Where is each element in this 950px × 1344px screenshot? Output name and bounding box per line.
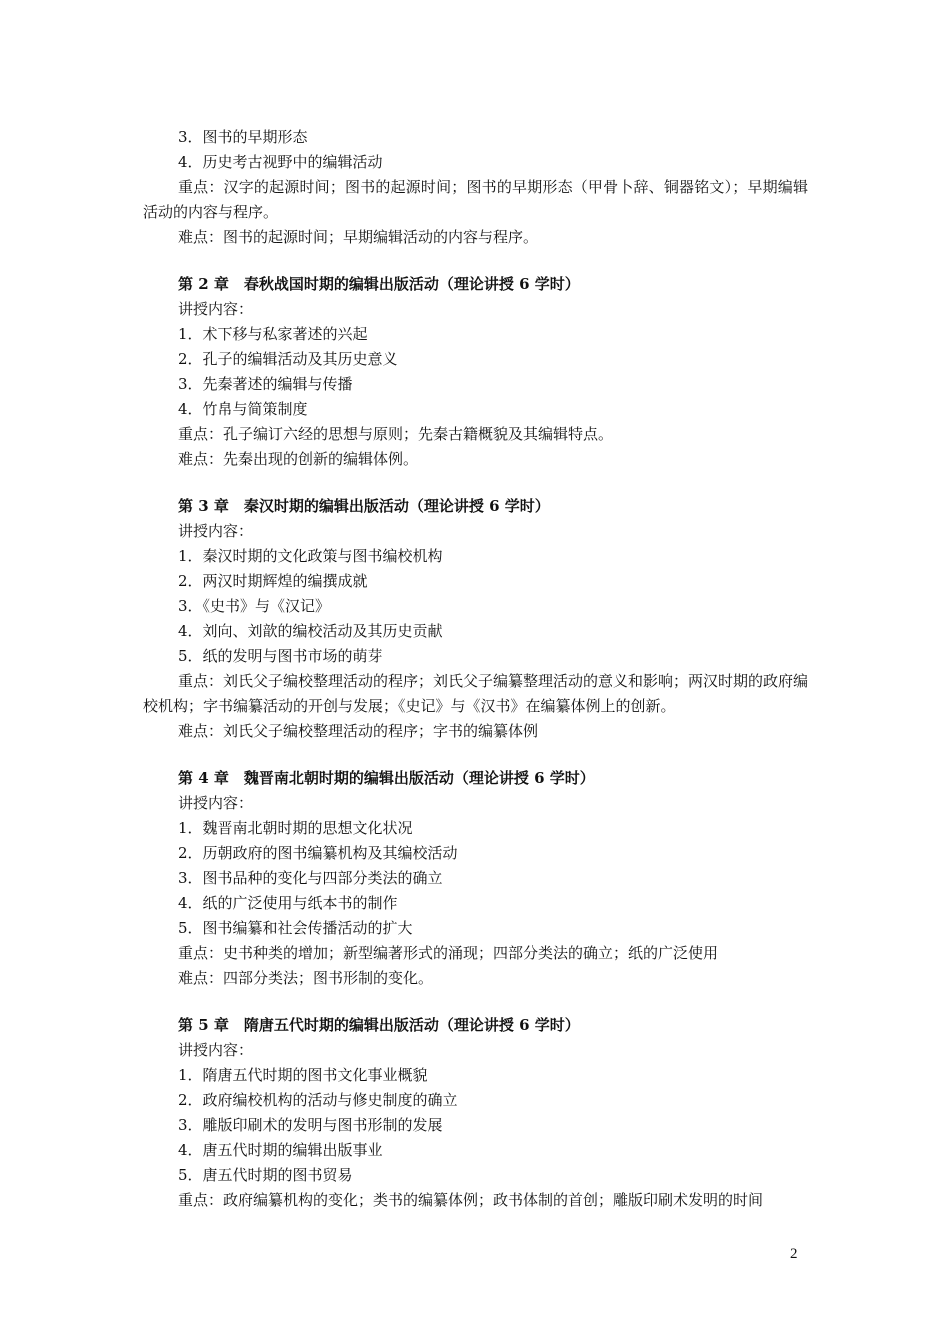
- chapter-2-section: [143, 272, 808, 472]
- list-item: 3．《史书》与《汉记》: [178, 597, 331, 615]
- difficult-points: 难点：图书的起源时间；早期编辑活动的内容与程序。: [178, 228, 539, 246]
- list-item: 2．两汉时期辉煌的编撰成就: [178, 572, 368, 590]
- list-item: 4．竹帛与简策制度: [178, 400, 308, 418]
- content-label: 讲授内容：: [178, 300, 254, 318]
- list-item: 5．唐五代时期的图书贸易: [178, 1166, 353, 1184]
- list-item: 4．唐五代时期的编辑出版事业: [178, 1141, 383, 1159]
- list-item: 3．先秦著述的编辑与传播: [178, 375, 353, 393]
- list-item: 3．雕版印刷术的发明与图书形制的发展: [178, 1116, 443, 1134]
- key-points: 重点：孔子编订六经的思想与原则；先秦古籍概貌及其编辑特点。: [178, 425, 614, 443]
- difficult-points: 难点：四部分类法；图书形制的变化。: [178, 969, 434, 987]
- chapter-heading: 第 3 章 秦汉时期的编辑出版活动（理论讲授 6 学时）: [178, 497, 550, 515]
- chapter-heading: 第 5 章 隋唐五代时期的编辑出版活动（理论讲授 6 学时）: [178, 1016, 580, 1034]
- key-points: 重点：政府编纂机构的变化；类书的编纂体例；政书体制的首创；雕版印刷术发明的时间: [178, 1191, 764, 1209]
- chapter-4-section: [143, 766, 808, 991]
- list-item: 4．纸的广泛使用与纸本书的制作: [178, 894, 398, 912]
- list-item: 5．纸的发明与图书市场的萌芽: [178, 647, 383, 665]
- list-item: 1．隋唐五代时期的图书文化事业概貌: [178, 1066, 428, 1084]
- content-label: 讲授内容：: [178, 1041, 254, 1059]
- difficult-points: 难点：刘氏父子编校整理活动的程序；字书的编纂体例: [178, 722, 539, 740]
- list-item: 2．历朝政府的图书编纂机构及其编校活动: [178, 844, 458, 862]
- page-number: 2: [790, 1246, 798, 1262]
- chapter-1-continuation: [143, 125, 808, 250]
- chapter-heading: 第 4 章 魏晋南北朝时期的编辑出版活动（理论讲授 6 学时）: [178, 769, 595, 787]
- list-item: 2．孔子的编辑活动及其历史意义: [178, 350, 398, 368]
- chapter-heading: 第 2 章 春秋战国时期的编辑出版活动（理论讲授 6 学时）: [178, 275, 580, 293]
- list-item: 5．图书编纂和社会传播活动的扩大: [178, 919, 413, 937]
- list-item: 3．图书品种的变化与四部分类法的确立: [178, 869, 443, 887]
- key-points: 重点：汉字的起源时间；图书的起源时间；图书的早期形态（甲骨卜辞、铜器铭文）；早期编辑活动的内容与程序。: [143, 178, 808, 221]
- key-points: 重点：刘氏父子编校整理活动的程序；刘氏父子编纂整理活动的意义和影响；两汉时期的政府编校机构；字书编纂活动的开创与发展；《史记》与《汉书》在编纂体例上的创新。: [143, 672, 809, 715]
- key-points: 重点：史书种类的增加；新型编著形式的涌现；四部分类法的确立；纸的广泛使用: [178, 944, 719, 962]
- document-body: [143, 125, 808, 1213]
- content-label: 讲授内容：: [178, 522, 254, 540]
- list-item: 1．秦汉时期的文化政策与图书编校机构: [178, 547, 443, 565]
- list-item: 3．图书的早期形态: [178, 128, 308, 146]
- list-item: 1．术下移与私家著述的兴起: [178, 325, 368, 343]
- difficult-points: 难点：先秦出现的创新的编辑体例。: [178, 450, 419, 468]
- content-label: 讲授内容：: [178, 794, 254, 812]
- chapter-3-section: [143, 494, 808, 744]
- list-item: 2．政府编校机构的活动与修史制度的确立: [178, 1091, 458, 1109]
- list-item: 4．刘向、刘歆的编校活动及其历史贡献: [178, 622, 443, 640]
- chapter-5-section: [143, 1013, 808, 1213]
- list-item: 4．历史考古视野中的编辑活动: [178, 153, 383, 171]
- list-item: 1．魏晋南北朝时期的思想文化状况: [178, 819, 413, 837]
